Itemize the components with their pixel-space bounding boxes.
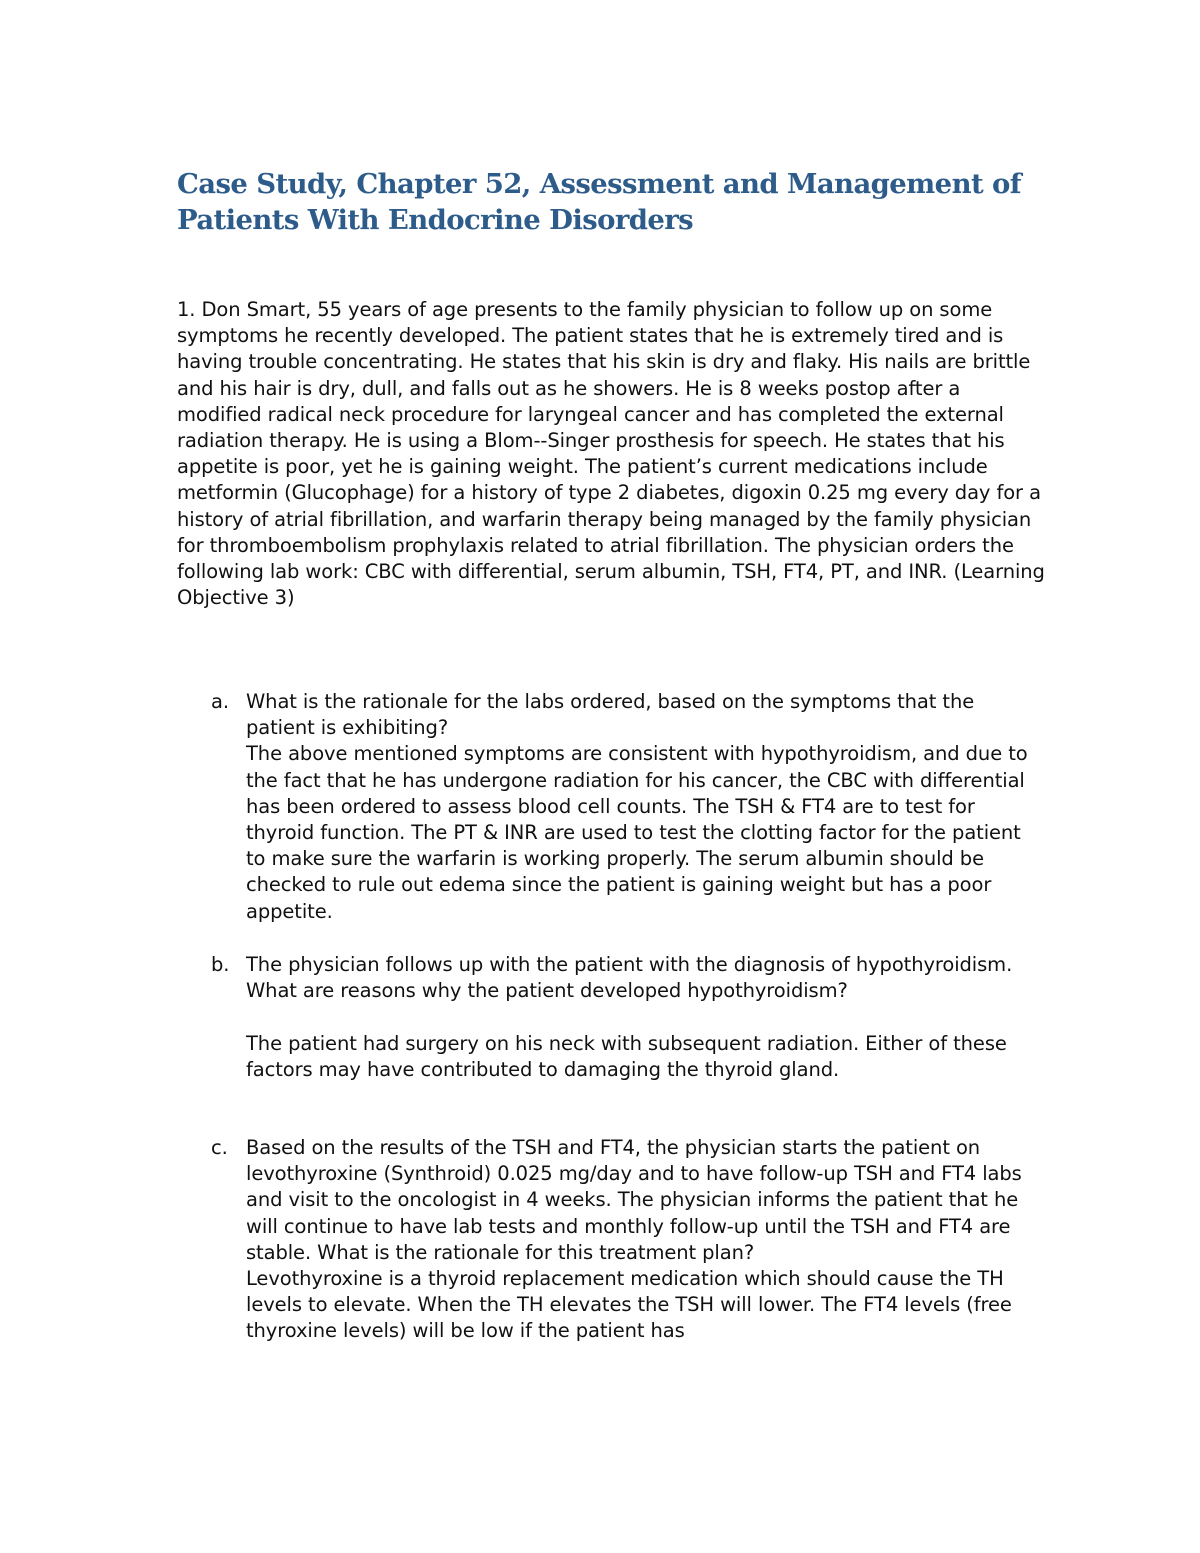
list-marker: b. <box>211 953 230 976</box>
answer-text: The above mentioned symptoms are consistent with hypothyroidism, and due to the fact that he has undergone radiation for his cancer, the CBC with differential has been ordered to assess blood cell counts. The TSH & FT4 are to test for thyroid function. The PT & INR are used to test the clotting factor for the patient to make sure the warfarin is working properly. The serum albumin should be checked to rule out edema since the patient is gaining weight but has a poor appetite. <box>246 742 1028 923</box>
answer-text: Levothyroxine is a thyroid replacement medication which should cause the TH levels to elevate. When the TH elevates the TSH will lower. The FT4 levels (free thyroxine levels) will be low if the patient has <box>246 1267 1012 1343</box>
question-text: The physician follows up with the patient with the diagnosis of hypothyroidism. What are reasons why the patient developed hypothyroidism? <box>246 953 1013 1003</box>
list-marker: c. <box>211 1136 228 1159</box>
question-text: Based on the results of the TSH and FT4, the physician starts the patient on levothyroxine (Synthroid) 0.025 mg/day and to have follow-up TSH and FT4 labs and visit to the oncologist in 4 weeks. The physician informs the patient that he will continue to have lab tests and monthly follow-up until the TSH and FT4 are stable. What is the rationale for this treatment plan? <box>246 1136 1022 1264</box>
answer-text: The patient had surgery on his neck with subsequent radiation. Either of these factors may have contributed to damaging the thyroid gland. <box>246 1031 1007 1081</box>
list-marker: a. <box>211 690 229 713</box>
case-intro-paragraph: 1. Don Smart, 55 years of age presents to the family physician to follow up on some symptoms he recently developed. The patient states that he is extremely tired and is having trouble concentrating. He states that his skin is dry and flaky. His nails are brittle and his hair is dry, dull, and falls out as he showers. He is 8 weeks postop after a modified radical neck procedure for laryngeal cancer and has completed the external radiation therapy. He is using a Blom--Singer prosthesis for speech. He states that his appetite is poor, yet he is gaining weight. The patient’s current medications include metformin (Glucophage) for a history of type 2 diabetes, digoxin 0.25 mg every day for a history of atrial fibrillation, and warfarin therapy being managed by the family physician for thromboembolism prophylaxis related to atrial fibrillation. The physician orders the following lab work: CBC with differential, serum albumin, TSH, FT4, PT, and INR. (Learning Objective 3) <box>177 298 1045 610</box>
question-text: What is the rationale for the labs ordered, based on the symptoms that the patient is exhibiting? <box>246 690 975 740</box>
document-title: Case Study, Chapter 52, Assessment and Management of Patients With Endocrine Disorders <box>177 168 1022 236</box>
